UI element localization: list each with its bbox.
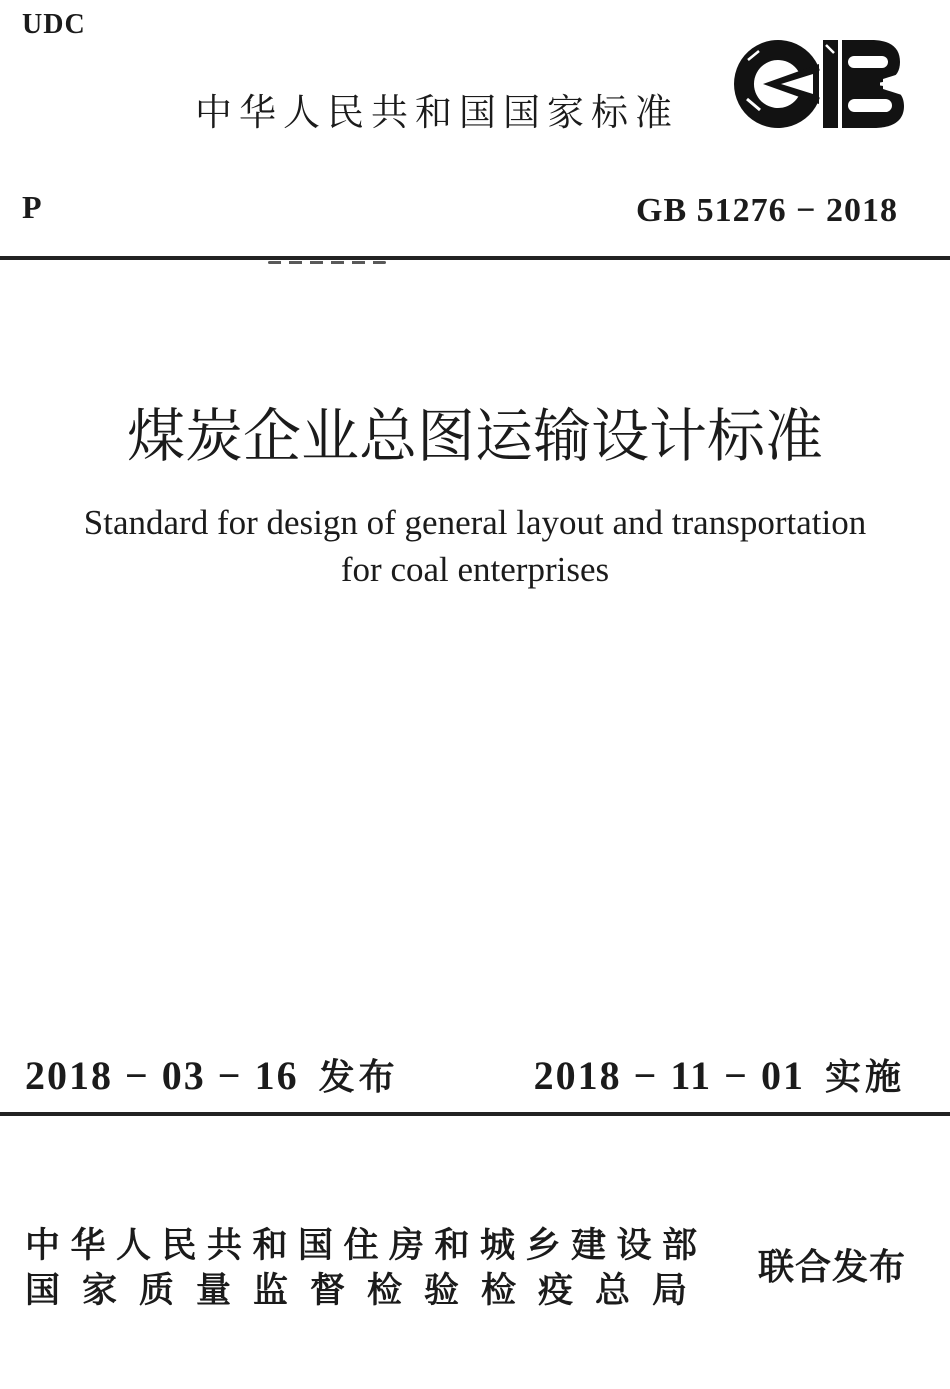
standard-number: GB 51276 − 2018 (636, 192, 898, 229)
implement-label: 实施 (824, 1056, 905, 1097)
implement-date: 2018 − 11 − 01 (533, 1053, 805, 1098)
gb-emblem-icon (733, 33, 905, 135)
issue-date: 2018 − 03 − 16 (25, 1053, 299, 1098)
issue-date-group (25, 1054, 399, 1098)
standard-title-english (0, 499, 950, 593)
national-standard-heading: 中华人民共和国国家标准 (195, 92, 679, 133)
top-divider (0, 256, 950, 260)
publisher-line-aqsiq: 国家质量监督检验检疫总局 (25, 1271, 710, 1310)
publisher-line-mohurd: 中华人民共和国住房和城乡建设部 (25, 1226, 708, 1265)
classification-code: P (22, 189, 42, 225)
udc-code: UDC (22, 9, 86, 40)
dates-row (25, 1054, 905, 1098)
title-english-line1: Standard for design of general layout and transportation (83, 503, 867, 542)
publishers-block (25, 1223, 709, 1313)
scan-smudge-artifact (268, 261, 386, 264)
implement-date-group (534, 1054, 905, 1098)
joint-release-label: 联合发布 (758, 1246, 907, 1287)
bottom-divider (0, 1112, 950, 1116)
issue-label: 发布 (318, 1056, 399, 1097)
title-english-line2: for coal enterprises (340, 550, 610, 589)
standard-title-chinese: 煤炭企业总图运输设计标准 (126, 404, 823, 469)
